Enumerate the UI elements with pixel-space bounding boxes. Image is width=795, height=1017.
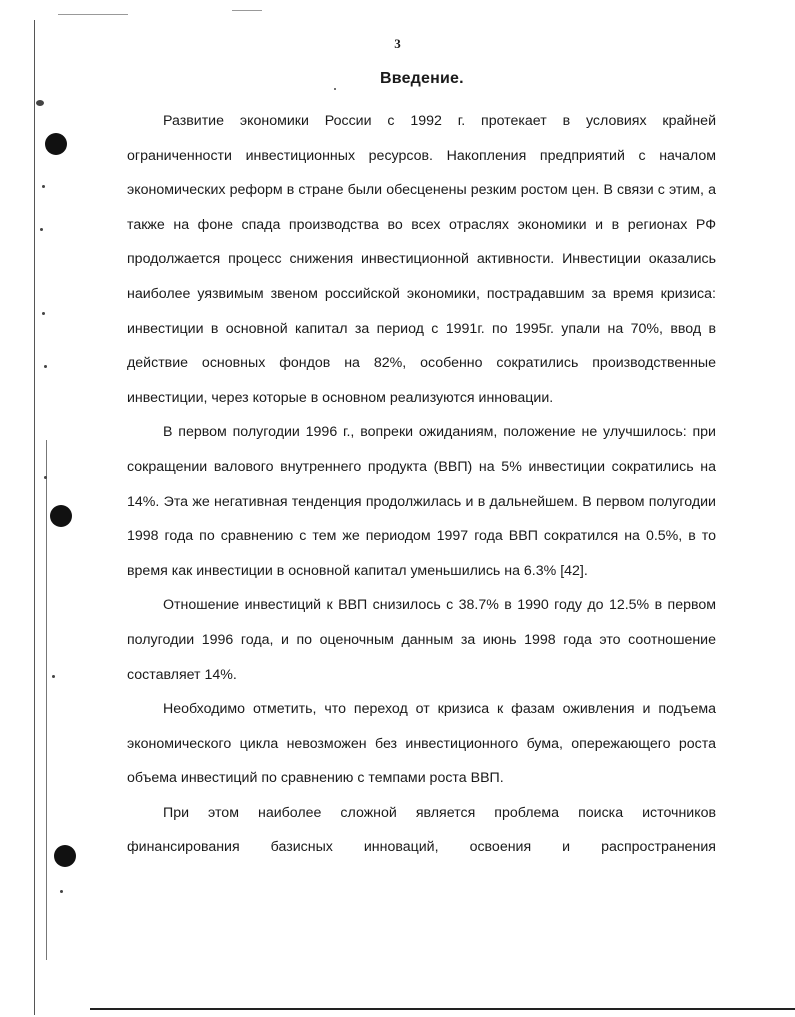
scan-left-margin-line-2	[46, 440, 47, 960]
paragraph-1: Развитие экономики России с 1992 г. протекает в условиях крайней ограниченности инвестиционных ресурсов. Накопления предприятий с началом экономических реформ в стране были обесценены резким ростом цен. В связи с этим, а также на фоне спада производства во всех отраслях экономики и в регионах РФ продолжается процесс снижения инвестиционной активности. Инвестиции оказались наиболее уязвимым звеном российской экономики, пострадавшим за время кризиса: инвестиции в основной капитал за период с 1991г. по 1995г. упали на 70%, ввод в действие основных фондов на 82%, особенно сократились производственные инвестиции, через которые в основном реализуются инновации.	[127, 113, 716, 406]
scan-speck	[42, 312, 45, 315]
body-text	[127, 104, 716, 865]
scan-bottom-line	[90, 1008, 795, 1010]
scan-top-line	[58, 14, 128, 15]
scan-speck	[42, 185, 45, 188]
scan-speck	[60, 890, 63, 893]
section-heading: Введение.	[380, 70, 464, 87]
scan-speck	[44, 365, 47, 368]
scan-speck	[36, 100, 44, 106]
scan-speck	[52, 675, 55, 678]
scan-top-line-2	[232, 10, 262, 11]
scan-speck	[40, 228, 43, 231]
scan-speck	[44, 476, 47, 479]
paragraph-2: В первом полугодии 1996 г., вопреки ожиданиям, положение не улучшилось: при сокращении валового внутреннего продукта (ВВП) на 5% инвестиции сократились на 14%. Эта же негативная тенденция продолжилась и в дальнейшем. В первом полугодии 1998 года по сравнению с тем же периодом 1997 года ВВП сократился на 0.5%, в то время как инвестиции в основной капитал уменьшились на 6.3% [42].	[127, 424, 716, 579]
punch-hole-top	[45, 133, 67, 155]
scan-left-margin-line	[34, 20, 35, 1015]
paragraph-3: Отношение инвестиций к ВВП снизилось с 38.7% в 1990 году до 12.5% в первом полугодии 1996 года, и по оценочным данным за июнь 1998 года это соотношение составляет 14%.	[127, 597, 716, 683]
punch-hole-bottom	[54, 845, 76, 867]
scan-speck	[334, 88, 336, 90]
paragraph-5: При этом наиболее сложной является проблема поиска источников финансирования базисных инноваций, освоения и распространения	[127, 804, 716, 856]
page-number: 3	[394, 36, 401, 51]
punch-hole-middle	[50, 505, 72, 527]
paragraph-4: Необходимо отметить, что переход от кризиса к фазам оживления и подъема экономического цикла невозможен без инвестиционного бума, опережающего роста объема инвестиций по сравнению с темпами роста ВВП.	[127, 701, 716, 787]
